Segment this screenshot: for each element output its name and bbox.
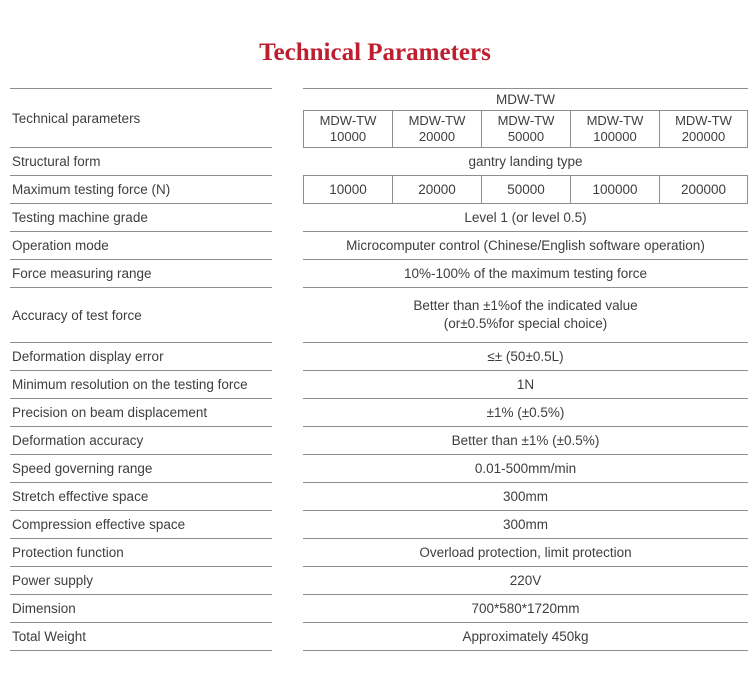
column-gap bbox=[272, 371, 303, 399]
param-row-force-measuring-range bbox=[10, 260, 748, 288]
model-cell bbox=[303, 111, 392, 147]
param-row-precision-beam-displacement bbox=[10, 399, 748, 427]
param-value: ≤± (50±0.5L) bbox=[303, 343, 748, 371]
force-value: 200000 bbox=[659, 176, 748, 203]
param-label: Force measuring range bbox=[10, 260, 272, 288]
header-left-label: Technical parameters bbox=[10, 88, 272, 148]
param-value: 220V bbox=[303, 567, 748, 595]
param-value-line2: (or±0.5%for special choice) bbox=[443, 316, 608, 331]
param-label: Speed governing range bbox=[10, 455, 272, 483]
param-label: Operation mode bbox=[10, 232, 272, 260]
column-gap bbox=[272, 88, 303, 148]
param-label: Testing machine grade bbox=[10, 204, 272, 232]
param-value: 10%-100% of the maximum testing force bbox=[303, 260, 748, 288]
param-value: 0.01-500mm/min bbox=[303, 455, 748, 483]
page-title: Technical Parameters bbox=[259, 39, 491, 66]
param-value: 700*580*1720mm bbox=[303, 595, 748, 623]
param-row-operation-mode bbox=[10, 232, 748, 260]
model-header bbox=[303, 88, 748, 148]
param-row-protection-function bbox=[10, 539, 748, 567]
column-gap bbox=[272, 511, 303, 539]
param-label: Protection function bbox=[10, 539, 272, 567]
column-gap bbox=[272, 427, 303, 455]
column-gap bbox=[272, 595, 303, 623]
model-name: MDW-TW bbox=[586, 113, 644, 128]
param-value: Overload protection, limit protection bbox=[303, 539, 748, 567]
param-row-power-supply bbox=[10, 567, 748, 595]
param-label: Stretch effective space bbox=[10, 483, 272, 511]
param-label: Maximum testing force (N) bbox=[10, 176, 272, 204]
force-value: 50000 bbox=[481, 176, 570, 203]
model-code: 200000 bbox=[681, 129, 726, 144]
param-value: Microcomputer control (Chinese/English software operation) bbox=[303, 232, 748, 260]
param-label: Minimum resolution on the testing force bbox=[10, 371, 272, 399]
force-value: 20000 bbox=[392, 176, 481, 203]
model-code: 10000 bbox=[329, 129, 367, 144]
model-name: MDW-TW bbox=[319, 113, 377, 128]
model-subheader bbox=[303, 111, 748, 147]
table-header-row bbox=[10, 88, 748, 148]
param-value: 300mm bbox=[303, 511, 748, 539]
model-code: 100000 bbox=[593, 129, 637, 144]
column-gap bbox=[272, 288, 303, 343]
parameters-table bbox=[10, 88, 748, 651]
param-label: Deformation display error bbox=[10, 343, 272, 371]
param-row-deformation-display-error bbox=[10, 343, 748, 371]
column-gap bbox=[272, 232, 303, 260]
column-gap bbox=[272, 455, 303, 483]
model-cell bbox=[481, 111, 570, 147]
param-label: Compression effective space bbox=[10, 511, 272, 539]
param-value: 300mm bbox=[303, 483, 748, 511]
model-code: 20000 bbox=[418, 129, 456, 144]
column-gap bbox=[272, 483, 303, 511]
param-value: Better than ±1% (±0.5%) bbox=[303, 427, 748, 455]
force-value: 100000 bbox=[570, 176, 659, 203]
param-row-speed-governing-range bbox=[10, 455, 748, 483]
param-label: Accuracy of test force bbox=[10, 288, 272, 343]
param-value-line1: Better than ±1%of the indicated value bbox=[413, 298, 638, 313]
column-gap bbox=[272, 204, 303, 232]
param-value: gantry landing type bbox=[303, 148, 748, 176]
param-value: Approximately 450kg bbox=[303, 623, 748, 651]
column-gap bbox=[272, 260, 303, 288]
param-label: Structural form bbox=[10, 148, 272, 176]
param-label: Deformation accuracy bbox=[10, 427, 272, 455]
force-value: 10000 bbox=[303, 176, 392, 203]
model-group-label: MDW-TW bbox=[303, 89, 748, 111]
param-row-minimum-resolution bbox=[10, 371, 748, 399]
param-row-maximum-testing-force bbox=[10, 176, 748, 204]
param-row-dimension bbox=[10, 595, 748, 623]
param-label: Precision on beam displacement bbox=[10, 399, 272, 427]
force-value-cells bbox=[303, 176, 748, 204]
param-row-stretch-effective-space bbox=[10, 483, 748, 511]
param-row-structural-form bbox=[10, 148, 748, 176]
column-gap bbox=[272, 176, 303, 204]
model-name: MDW-TW bbox=[497, 113, 555, 128]
column-gap bbox=[272, 567, 303, 595]
param-row-testing-machine-grade bbox=[10, 204, 748, 232]
param-label: Dimension bbox=[10, 595, 272, 623]
param-label: Power supply bbox=[10, 567, 272, 595]
column-gap bbox=[272, 623, 303, 651]
column-gap bbox=[272, 343, 303, 371]
param-row-accuracy-of-test-force bbox=[10, 288, 748, 343]
model-cell bbox=[659, 111, 748, 147]
param-row-total-weight bbox=[10, 623, 748, 651]
param-value: ±1% (±0.5%) bbox=[303, 399, 748, 427]
model-cell bbox=[392, 111, 481, 147]
model-cell bbox=[570, 111, 659, 147]
column-gap bbox=[272, 148, 303, 176]
model-name: MDW-TW bbox=[675, 113, 732, 128]
model-code: 50000 bbox=[507, 129, 545, 144]
column-gap bbox=[272, 399, 303, 427]
param-value: Level 1 (or level 0.5) bbox=[303, 204, 748, 232]
param-value bbox=[303, 288, 748, 343]
column-gap bbox=[272, 539, 303, 567]
param-row-deformation-accuracy bbox=[10, 427, 748, 455]
param-value: 1N bbox=[303, 371, 748, 399]
param-row-compression-effective-space bbox=[10, 511, 748, 539]
param-label: Total Weight bbox=[10, 623, 272, 651]
model-name: MDW-TW bbox=[408, 113, 466, 128]
